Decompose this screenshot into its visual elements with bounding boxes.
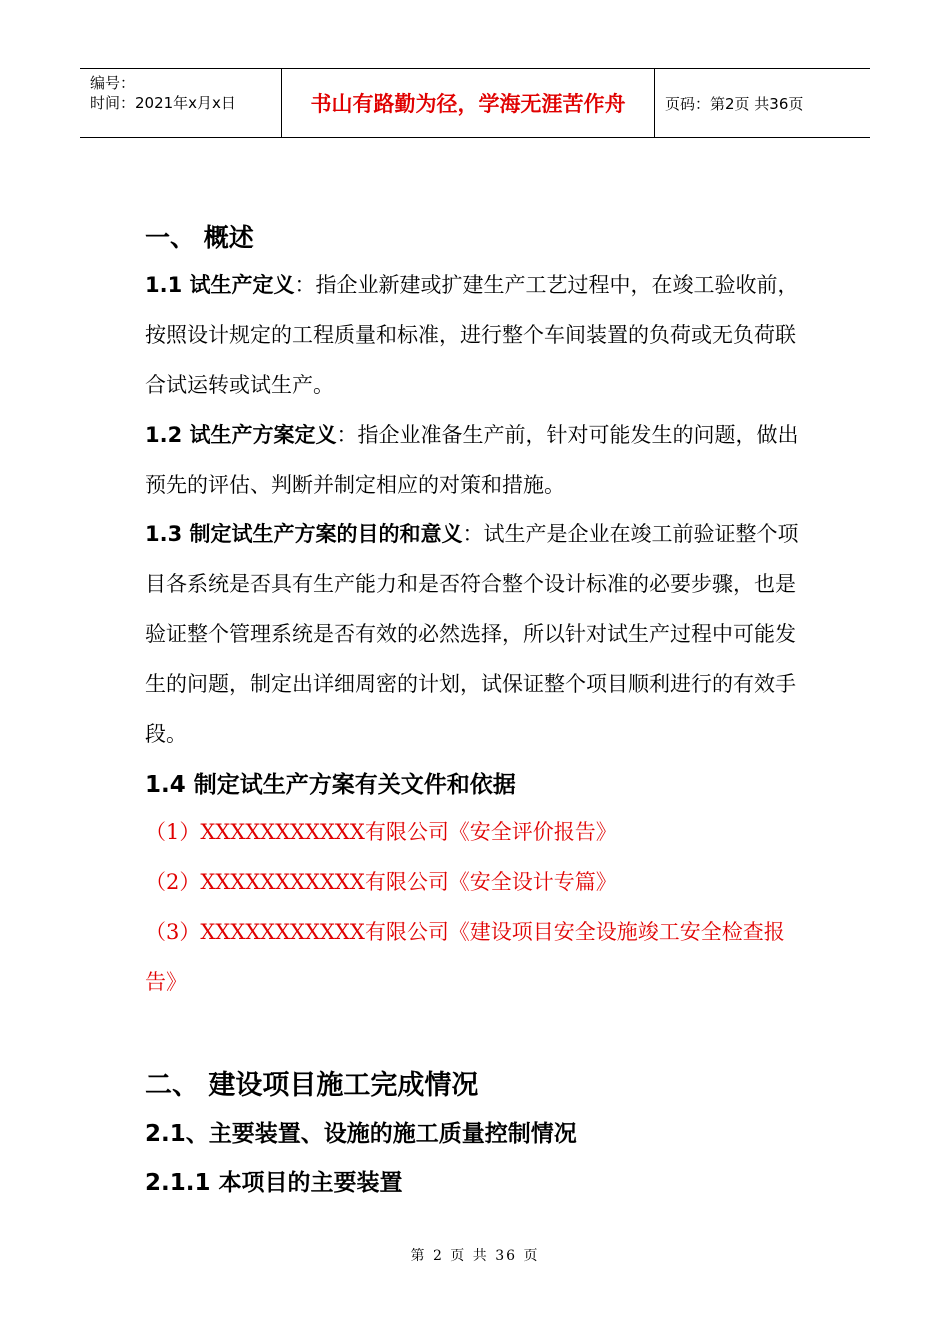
paragraph-text: ：指企业准备生产前，针对可能发生的问题，做出预先的评估、判断并制定相应的对策和措施。 [145,423,799,497]
subsection-2-1: 2.1、主要装置、设施的施工质量控制情况 [145,1121,577,1147]
reference-list [145,807,815,1007]
page-footer: 第 2 页 共 36 页 [410,1248,540,1264]
section1-title: 一、 概述 [145,223,254,252]
header-table [80,68,870,138]
reference-item: （3）XXXXXXXXXXX有限公司《建设项目安全设施竣工安全检查报告》 [145,920,785,994]
reference-item: （2）XXXXXXXXXXX有限公司《安全设计专篇》 [145,870,617,894]
paragraph-1-2 [145,410,815,510]
paragraph-1-1 [145,260,815,410]
number-label: 编号： [90,74,136,92]
paragraph-lead: 1.2 试生产方案定义 [145,423,337,447]
header-motto: 书山有路勤为径，学海无涯苦作舟 [282,69,655,137]
subsection-2-1-1: 2.1.1 本项目的主要装置 [145,1170,403,1196]
header-page-info: 页码：第2页 共36页 [665,94,804,113]
reference-item: （1）XXXXXXXXXXX有限公司《安全评价报告》 [145,820,617,844]
paragraph-lead: 1.1 试生产定义 [145,273,295,297]
paragraph-text: ：试生产是企业在竣工前验证整个项目各系统是否具有生产能力和是否符合整个设计标准的必要步骤，也是验证整个管理系统是否有效的必然选择，所以针对试生产过程中可能发生的问题，制定出详细周密的计划，试保证整个项目顺利进行的有效手段。 [145,522,799,746]
time-label: 时间：2021年x月x日 [90,94,236,112]
paragraph-text: ：指企业新建或扩建生产工艺过程中，在竣工验收前，按照设计规定的工程质量和标准，进行整个车间装置的负荷或无负荷联合试运转或试生产。 [145,273,799,397]
paragraph-lead: 1.3 制定试生产方案的目的和意义 [145,522,463,546]
header-left-cell [80,69,282,137]
subsection-1-4: 1.4 制定试生产方案有关文件和依据 [145,772,516,798]
section2-title: 二、 建设项目施工完成情况 [145,1070,479,1101]
paragraph-1-3 [145,509,815,759]
